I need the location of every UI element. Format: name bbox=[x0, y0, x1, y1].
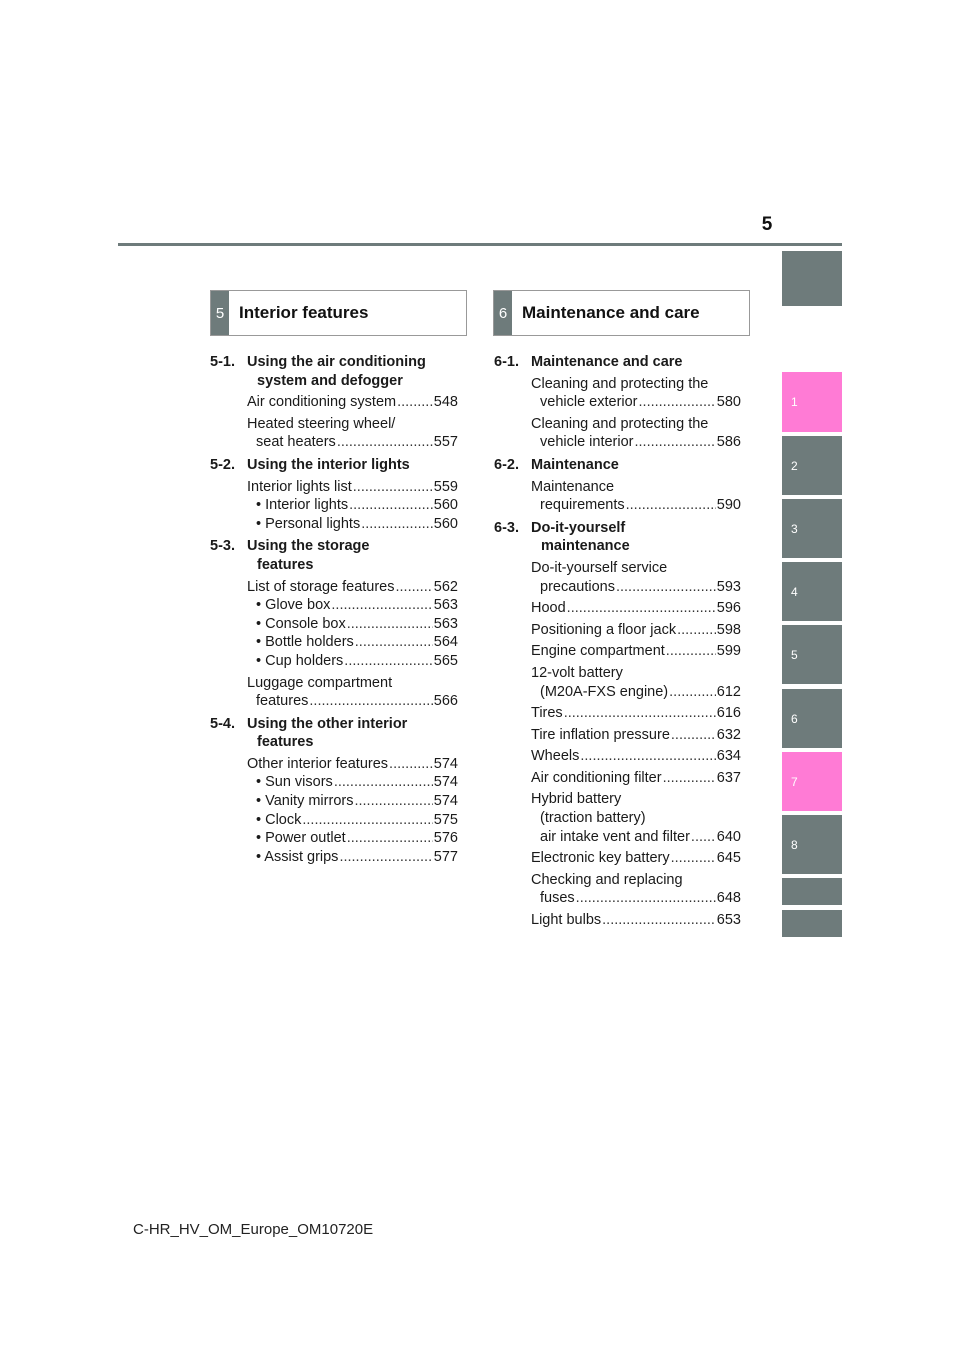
dot-leader bbox=[389, 755, 433, 774]
toc-entry-text: Interior lights list bbox=[247, 478, 352, 495]
toc-entry[interactable] bbox=[531, 769, 741, 788]
toc-entry-text: • Assist grips bbox=[256, 848, 339, 865]
section-number: 6 bbox=[494, 291, 512, 335]
subsection-title-line: Using the storage bbox=[247, 538, 370, 555]
subsection-heading[interactable] bbox=[210, 537, 458, 574]
toc-page-number: 565 bbox=[433, 652, 458, 669]
toc-entry-line bbox=[531, 849, 741, 868]
toc-page-number: 640 bbox=[716, 828, 741, 845]
toc-entry[interactable] bbox=[531, 664, 741, 701]
dot-leader bbox=[580, 747, 715, 766]
toc-page-number: 564 bbox=[433, 634, 458, 651]
toc-page-number: 577 bbox=[433, 848, 458, 865]
toc-entry-line bbox=[531, 599, 741, 618]
subsection-heading[interactable] bbox=[494, 456, 741, 475]
chapter-tab-2[interactable] bbox=[782, 436, 842, 495]
subsection-code: 6-3. bbox=[494, 519, 519, 536]
toc-entry-text: Cleaning and protecting the bbox=[531, 415, 709, 432]
toc-entry-text: air intake vent and filter bbox=[540, 828, 690, 845]
toc-entry[interactable] bbox=[247, 755, 458, 867]
toc-page-number: 566 bbox=[433, 693, 458, 710]
toc-entry[interactable] bbox=[531, 704, 741, 723]
toc-entry-text: • Bottle holders bbox=[256, 634, 354, 651]
toc-page-number: 593 bbox=[716, 578, 741, 595]
section-header-maintenance-and-care bbox=[493, 290, 750, 336]
toc-entry-text: • Interior lights bbox=[256, 497, 349, 514]
toc-page-number: 563 bbox=[433, 615, 458, 632]
toc-subsection bbox=[494, 456, 741, 515]
dot-leader bbox=[302, 811, 432, 830]
toc-page-number: 632 bbox=[716, 726, 741, 743]
subsection-title bbox=[247, 715, 458, 752]
toc-entry-text: fuses bbox=[540, 890, 575, 907]
toc-entry-text: • Personal lights bbox=[256, 515, 361, 532]
toc-entry-line bbox=[531, 642, 741, 661]
subsection-title bbox=[531, 353, 741, 372]
toc-entry-line bbox=[247, 755, 458, 774]
dot-leader bbox=[639, 393, 716, 412]
dot-leader bbox=[576, 889, 716, 908]
chapter-tab-6[interactable] bbox=[782, 689, 842, 748]
toc-page-number: 548 bbox=[433, 394, 458, 411]
toc-entry-text: seat heaters bbox=[256, 434, 336, 451]
chapter-tab-8[interactable] bbox=[782, 815, 842, 874]
subsection-heading[interactable] bbox=[494, 519, 741, 556]
dot-leader bbox=[635, 433, 716, 452]
subsection-title-line: features bbox=[257, 734, 314, 751]
toc-entry-line bbox=[247, 674, 458, 693]
chapter-tab-1[interactable] bbox=[782, 372, 842, 432]
toc-subsection bbox=[210, 456, 458, 533]
toc-page-number: 574 bbox=[433, 793, 458, 810]
toc-entry-text: Tire inflation pressure bbox=[531, 726, 670, 743]
section-title: Maintenance and care bbox=[522, 303, 700, 322]
chapter-tab-label: 8 bbox=[791, 837, 798, 852]
dot-leader bbox=[564, 704, 716, 723]
toc-entry-line bbox=[247, 692, 458, 711]
dot-leader bbox=[677, 621, 716, 640]
toc-entry-text: Light bulbs bbox=[531, 912, 602, 929]
toc-page-number: 562 bbox=[433, 578, 458, 595]
toc-entry-line bbox=[531, 790, 741, 809]
chapter-tab-label: 1 bbox=[791, 395, 798, 409]
subsection-heading[interactable] bbox=[210, 456, 458, 475]
toc-entry[interactable] bbox=[531, 911, 741, 930]
dot-leader bbox=[663, 769, 716, 788]
toc-entry-text: Engine compartment bbox=[531, 643, 665, 660]
subsection-heading[interactable] bbox=[210, 715, 458, 752]
subsection-title-line: Do-it-yourself bbox=[531, 519, 626, 536]
toc-column-maintenance-and-care bbox=[494, 353, 741, 934]
dot-leader bbox=[671, 726, 716, 745]
toc-page-number: 574 bbox=[433, 755, 458, 772]
toc-entry-text: • Clock bbox=[256, 811, 302, 828]
toc-entry[interactable] bbox=[531, 559, 741, 596]
toc-entry-line bbox=[247, 478, 458, 497]
toc-entry-text: vehicle exterior bbox=[540, 394, 638, 411]
dot-leader bbox=[353, 478, 433, 497]
dot-leader bbox=[334, 773, 433, 792]
toc-page-number: 616 bbox=[716, 705, 741, 722]
subsection-title-line: features bbox=[257, 556, 314, 573]
toc-entry-line bbox=[247, 792, 458, 811]
toc-entry-text: • Glove box bbox=[256, 597, 331, 614]
toc-entry-text: Cleaning and protecting the bbox=[531, 375, 709, 392]
toc-entry-line bbox=[531, 393, 741, 412]
toc-entry-line bbox=[531, 578, 741, 597]
subsection-code: 5-3. bbox=[210, 538, 235, 555]
toc-entry-text: • Cup holders bbox=[256, 652, 344, 669]
toc-entry-text: Hood bbox=[531, 600, 566, 617]
toc-entry-text: Heated steering wheel/ bbox=[247, 415, 396, 432]
dot-leader bbox=[347, 615, 433, 634]
toc-entry[interactable] bbox=[531, 747, 741, 766]
toc-entry-text: Air conditioning filter bbox=[531, 769, 662, 786]
toc-page-number: 563 bbox=[433, 597, 458, 614]
subsection-title-line: Using the other interior bbox=[247, 715, 408, 732]
toc-entry[interactable] bbox=[531, 642, 741, 661]
toc-subsection bbox=[210, 537, 458, 710]
dot-leader bbox=[616, 578, 716, 597]
toc-entry-line bbox=[247, 578, 458, 597]
toc-page-number: 559 bbox=[433, 478, 458, 495]
footer-document-id: C-HR_HV_OM_Europe_OM10720E bbox=[133, 1221, 374, 1238]
toc-entry-line bbox=[247, 415, 458, 434]
toc-entry-line bbox=[531, 726, 741, 745]
subsection-title-line: Using the interior lights bbox=[247, 456, 410, 473]
toc-entry-text: • Console box bbox=[256, 615, 346, 632]
toc-page-number: 648 bbox=[716, 890, 741, 907]
toc-entry-text: Positioning a floor jack bbox=[531, 621, 677, 638]
subsection-code: 6-2. bbox=[494, 456, 519, 473]
dot-leader bbox=[344, 652, 433, 671]
toc-entry[interactable] bbox=[531, 849, 741, 868]
toc-page-number: 612 bbox=[716, 683, 741, 700]
dot-leader bbox=[337, 433, 433, 452]
toc-entry-line bbox=[247, 496, 458, 515]
toc-entry-line bbox=[531, 911, 741, 930]
toc-page-number: 557 bbox=[433, 434, 458, 451]
chapter-tab-blank[interactable] bbox=[782, 910, 842, 937]
toc-entry[interactable] bbox=[531, 790, 741, 846]
toc-entry-line bbox=[247, 596, 458, 615]
toc-entry[interactable] bbox=[531, 621, 741, 640]
toc-entry-text: (traction battery) bbox=[540, 810, 646, 827]
subsection-code: 6-1. bbox=[494, 354, 519, 370]
dot-leader bbox=[354, 792, 432, 811]
toc-entry-line bbox=[247, 848, 458, 867]
toc-subsection bbox=[210, 715, 458, 867]
toc-entry-line bbox=[531, 828, 741, 847]
dot-leader bbox=[626, 496, 716, 515]
dot-leader bbox=[666, 642, 716, 661]
section-number: 5 bbox=[211, 291, 229, 335]
subsection-title bbox=[531, 519, 741, 556]
subsection-heading[interactable] bbox=[494, 353, 741, 372]
toc-entry-text: Checking and replacing bbox=[531, 871, 683, 888]
toc-entry-line bbox=[531, 809, 741, 828]
toc-entry-line bbox=[531, 415, 741, 434]
dot-leader bbox=[567, 599, 716, 618]
toc-entry[interactable] bbox=[531, 726, 741, 745]
dot-leader bbox=[396, 578, 433, 597]
toc-entry-text: features bbox=[256, 693, 309, 710]
toc-entry-line bbox=[531, 621, 741, 640]
toc-entry-line bbox=[531, 478, 741, 497]
toc-entry-line bbox=[247, 652, 458, 671]
subsection-code: 5-2. bbox=[210, 456, 235, 473]
toc-entry-line bbox=[531, 664, 741, 683]
toc-entry-line bbox=[531, 433, 741, 452]
toc-entry-line bbox=[247, 633, 458, 652]
toc-page-number: 560 bbox=[433, 515, 458, 532]
subsection-code: 5-4. bbox=[210, 715, 235, 732]
toc-entry[interactable] bbox=[531, 415, 741, 452]
toc-entry-line bbox=[531, 496, 741, 515]
toc-entry-text: List of storage features bbox=[247, 578, 395, 595]
toc-entry-text: • Vanity mirrors bbox=[256, 793, 354, 810]
toc-page-number: 599 bbox=[716, 643, 741, 660]
subsection-title-line: Maintenance bbox=[531, 456, 619, 473]
toc-page-number: 575 bbox=[433, 811, 458, 828]
chapter-tab-label: 5 bbox=[791, 647, 798, 662]
subsection-title bbox=[247, 353, 458, 390]
toc-entry[interactable] bbox=[531, 478, 741, 515]
toc-column-interior-features bbox=[210, 353, 458, 870]
dot-leader bbox=[347, 829, 433, 848]
toc-subsection bbox=[494, 353, 741, 452]
chapter-tab-7[interactable] bbox=[782, 752, 842, 811]
chapter-tab-label: 7 bbox=[791, 774, 798, 789]
toc-entry-line bbox=[247, 433, 458, 452]
page-number: 5 bbox=[761, 214, 773, 235]
chapter-tab-4[interactable] bbox=[782, 562, 842, 621]
toc-entry[interactable] bbox=[247, 415, 458, 452]
dot-leader bbox=[339, 848, 432, 867]
subsection-title-line: maintenance bbox=[541, 538, 630, 555]
toc-entry-line bbox=[531, 889, 741, 908]
toc-page-number: 598 bbox=[716, 621, 741, 638]
toc-page-number: 576 bbox=[433, 830, 458, 847]
toc-entry-text: 12-volt battery bbox=[531, 664, 623, 681]
toc-page-number: 574 bbox=[433, 774, 458, 791]
toc-entry[interactable] bbox=[531, 871, 741, 908]
toc-page-number: 653 bbox=[716, 912, 741, 929]
dot-leader bbox=[349, 496, 433, 515]
header-rule bbox=[118, 243, 842, 246]
chapter-tab-5[interactable] bbox=[782, 625, 842, 684]
chapter-tab-label: 3 bbox=[791, 521, 798, 536]
toc-entry-text: requirements bbox=[540, 497, 625, 514]
toc-entry[interactable] bbox=[247, 393, 458, 412]
toc-entry-line bbox=[531, 871, 741, 890]
toc-entry-text: Maintenance bbox=[531, 478, 615, 495]
toc-entry-line bbox=[531, 747, 741, 766]
toc-entry[interactable] bbox=[247, 674, 458, 711]
dot-leader bbox=[671, 849, 716, 868]
toc-entry-line bbox=[247, 811, 458, 830]
toc-entry-text: • Sun visors bbox=[256, 774, 333, 791]
toc-entry-text: vehicle interior bbox=[540, 434, 634, 451]
subsection-code: 5-1. bbox=[210, 354, 235, 370]
toc-page-number: 590 bbox=[716, 497, 741, 514]
subsection-title-line: Maintenance and care bbox=[531, 354, 683, 370]
toc-entry-text: precautions bbox=[540, 578, 615, 595]
toc-entry-line bbox=[247, 829, 458, 848]
chapter-tab-3[interactable] bbox=[782, 499, 842, 558]
toc-entry-text: Air conditioning system bbox=[247, 394, 397, 411]
dot-leader bbox=[331, 596, 432, 615]
toc-page-number: 637 bbox=[716, 769, 741, 786]
dot-leader bbox=[691, 828, 716, 847]
section-header-interior-features bbox=[210, 290, 467, 336]
subsection-title bbox=[247, 537, 458, 574]
toc-entry[interactable] bbox=[247, 478, 458, 534]
subsection-title-line: Using the air conditioning bbox=[247, 354, 426, 370]
toc-entry-text: (M20A-FXS engine) bbox=[540, 683, 669, 700]
subsection-title bbox=[247, 456, 458, 475]
dot-leader bbox=[397, 393, 433, 412]
toc-entry-line bbox=[247, 393, 458, 412]
toc-page-number: 634 bbox=[716, 748, 741, 765]
toc-entry-text: Hybrid battery bbox=[531, 791, 622, 808]
chapter-tab-blank[interactable] bbox=[782, 878, 842, 905]
toc-entry-text: Wheels bbox=[531, 748, 580, 765]
toc-entry-line bbox=[531, 769, 741, 788]
toc-entry-text: • Power outlet bbox=[256, 830, 346, 847]
chapter-tab-label: 4 bbox=[791, 584, 798, 599]
toc-entry-line bbox=[531, 559, 741, 578]
toc-entry-line bbox=[531, 683, 741, 702]
chapter-tab-blank[interactable] bbox=[782, 251, 842, 306]
subsection-title bbox=[531, 456, 741, 475]
dot-leader bbox=[309, 692, 432, 711]
toc-page-number: 596 bbox=[716, 600, 741, 617]
section-title: Interior features bbox=[239, 303, 369, 322]
toc-entry-line bbox=[247, 773, 458, 792]
toc-entry[interactable] bbox=[247, 578, 458, 671]
chapter-tab-label: 6 bbox=[791, 711, 798, 726]
toc-entry-text: Tires bbox=[531, 705, 563, 722]
dot-leader bbox=[361, 515, 433, 534]
dot-leader bbox=[669, 683, 716, 702]
subsection-heading[interactable] bbox=[210, 353, 458, 390]
toc-entry-line bbox=[247, 615, 458, 634]
toc-entry-text: Other interior features bbox=[247, 755, 389, 772]
chapter-tab-label: 2 bbox=[791, 458, 798, 473]
toc-entry-line bbox=[531, 704, 741, 723]
toc-subsection bbox=[210, 353, 458, 452]
toc-page-number: 560 bbox=[433, 497, 458, 514]
toc-entry-line bbox=[247, 515, 458, 534]
toc-entry-text: Do-it-yourself service bbox=[531, 559, 668, 576]
toc-entry-text: Luggage compartment bbox=[247, 674, 393, 691]
toc-entry[interactable] bbox=[531, 375, 741, 412]
toc-subsection bbox=[494, 519, 741, 930]
subsection-title-line: system and defogger bbox=[257, 372, 403, 389]
toc-entry[interactable] bbox=[531, 599, 741, 618]
dot-leader bbox=[602, 911, 716, 930]
toc-page-number: 645 bbox=[716, 850, 741, 867]
dot-leader bbox=[355, 633, 433, 652]
toc-entry-text: Electronic key battery bbox=[531, 850, 670, 867]
toc-page-number: 586 bbox=[716, 434, 741, 451]
toc-page-number: 580 bbox=[716, 394, 741, 411]
toc-entry-line bbox=[531, 375, 741, 394]
